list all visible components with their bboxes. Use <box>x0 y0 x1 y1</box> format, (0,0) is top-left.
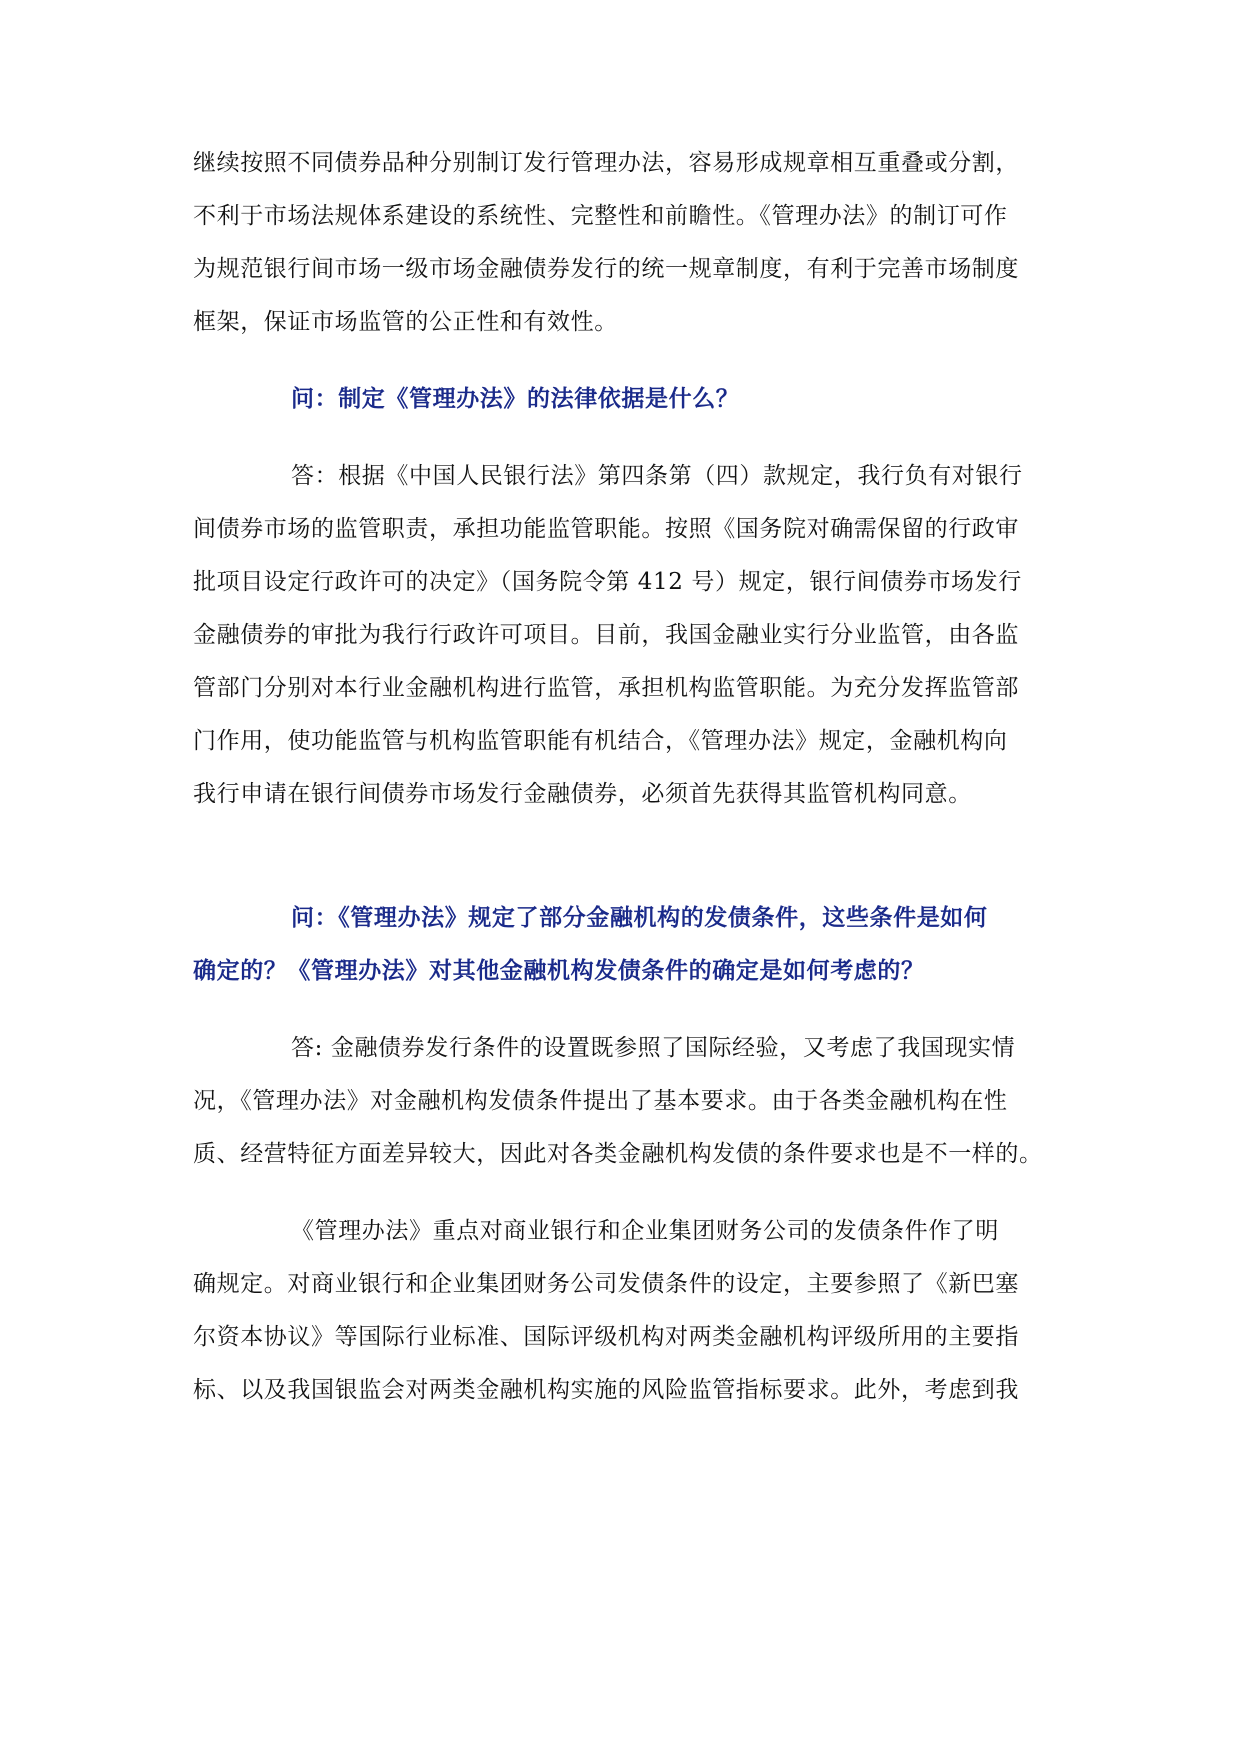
question-2-line-1: 问：《管理办法》规定了部分金融机构的发债条件，这些条件是如何 <box>291 905 988 931</box>
para2-line-3: 尔资本协议》等国际行业标准、国际评级机构对两类金融机构评级所用的主要指 <box>193 1324 1019 1350</box>
answer1-line-6: 门作用，使功能监管与机构监管职能有机结合，《管理办法》规定，金融机构向 <box>193 728 1008 754</box>
para2-line-4: 标、以及我国银监会对两类金融机构实施的风险监管指标要求。此外，考虑到我 <box>193 1377 1019 1403</box>
answer1-line-4: 金融债券的审批为我行行政许可项目。目前，我国金融业实行分业监管，由各监 <box>193 622 1019 648</box>
para1-line-4: 框架，保证市场监管的公正性和有效性。 <box>193 309 618 335</box>
question-2-line-2: 确定的？《管理办法》对其他金融机构发债条件的确定是如何考虑的？ <box>193 958 925 984</box>
para2-line-1: 《管理办法》重点对商业银行和企业集团财务公司的发债条件作了明 <box>291 1218 999 1244</box>
answer1-line-3: 批项目设定行政许可的决定》（国务院令第 412 号）规定，银行间债券市场发行 <box>193 569 1022 595</box>
answer1-line-5: 管部门分别对本行业金融机构进行监管，承担机构监管职能。为充分发挥监管部 <box>193 675 1019 701</box>
para1-line-2: 不利于市场法规体系建设的系统性、完整性和前瞻性。《管理办法》的制订可作 <box>193 203 1008 229</box>
para2-line-2: 确规定。对商业银行和企业集团财务公司发债条件的设定，主要参照了《新巴塞 <box>193 1271 1019 1297</box>
answer2-line-3: 质、经营特征方面差异较大，因此对各类金融机构发债的条件要求也是不一样的。 <box>193 1141 1043 1167</box>
answer1-line-7: 我行申请在银行间债券市场发行金融债券，必须首先获得其监管机构同意。 <box>193 781 972 807</box>
answer2-line-2: 况，《管理办法》对金融机构发债条件提出了基本要求。由于各类金融机构在性 <box>193 1088 1008 1114</box>
para1-line-3: 为规范银行间市场一级市场金融债券发行的统一规章制度，有利于完善市场制度 <box>193 256 1019 282</box>
answer2-line-1: 答: 金融债券发行条件的设置既参照了国际经验，又考虑了我国现实情 <box>291 1035 1016 1061</box>
question-1: 问：制定《管理办法》的法律依据是什么？ <box>291 386 740 412</box>
answer1-line-1: 答：根据《中国人民银行法》第四条第（四）款规定，我行负有对银行 <box>291 463 1023 489</box>
para1-line-1: 继续按照不同债券品种分别制订发行管理办法，容易形成规章相互重叠或分割， <box>193 150 1019 176</box>
answer1-line-2: 间债券市场的监管职责，承担功能监管职能。按照《国务院对确需保留的行政审 <box>193 516 1019 542</box>
